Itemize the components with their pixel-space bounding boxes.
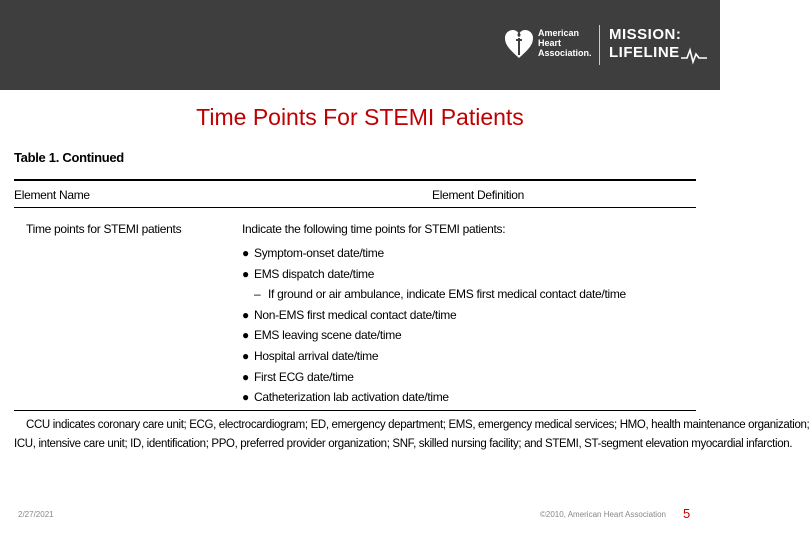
list-item-text: If ground or air ambulance, indicate EMS first medical contact date/time: [268, 287, 626, 302]
row-label: Time points for STEMI patients: [26, 222, 182, 236]
page-number: 5: [683, 506, 691, 521]
bullet-icon: ●: [242, 369, 249, 384]
list-item-text: Non-EMS first medical contact date/time: [254, 307, 457, 322]
slide-title: Time Points For STEMI Patients: [196, 104, 524, 130]
bullet-icon: ●: [242, 246, 249, 260]
logo-divider: [599, 25, 600, 65]
list-item-text: Catheterization lab activation date/time: [254, 390, 449, 405]
header-bar: [0, 0, 720, 90]
list-item-text: EMS leaving scene date/time: [254, 328, 402, 343]
list-item: [242, 305, 626, 326]
column-header-element-name: Element Name: [14, 188, 90, 202]
list-item: [242, 325, 626, 346]
table-caption: Table 1. Continued: [14, 150, 124, 165]
list-item-text: Hospital arrival date/time: [254, 348, 379, 363]
mission-logo-line1: MISSION:: [609, 26, 682, 43]
list-item: [242, 346, 626, 367]
table-top-rule: [14, 179, 696, 181]
table-footnote: [14, 416, 809, 454]
aha-logo-line2: Heart: [538, 38, 562, 48]
footer-copyright: ©2010, American Heart Association: [540, 510, 666, 519]
list-item: [242, 243, 626, 264]
mission-logo-line2: LIFELINE: [609, 44, 680, 61]
time-points-list: [242, 243, 626, 408]
table-header-rule: [14, 207, 696, 208]
dash-icon: –: [254, 287, 261, 302]
definition-intro: Indicate the following time points for STEMI patients:: [242, 222, 506, 236]
list-item: [242, 387, 626, 408]
aha-logo-line3: Association.: [538, 48, 592, 58]
bullet-icon: ●: [242, 328, 249, 343]
list-item-text: EMS dispatch date/time: [254, 266, 375, 281]
table-image: [0, 146, 809, 461]
bullet-icon: ●: [242, 266, 249, 281]
footnote-line2: ICU, intensive care unit; ID, identification; PPO, preferred provider organization; SNF, skilled nursing facility; and STEMI, ST-segment elevation myocardial infarction.: [14, 438, 793, 450]
aha-logo-line1: American: [538, 28, 580, 38]
list-item: [242, 264, 626, 285]
footer-date: 2/27/2021: [18, 510, 54, 519]
list-item: [242, 367, 626, 388]
bullet-icon: ●: [242, 390, 249, 405]
mission-lifeline-logo: [609, 26, 709, 70]
heartbeat-pulse-icon: [681, 46, 707, 64]
list-item-text: Symptom-onset date/time: [254, 246, 384, 260]
american-heart-association-logo: [504, 22, 600, 68]
bullet-icon: ●: [242, 307, 249, 322]
list-item-text: First ECG date/time: [254, 369, 354, 384]
bullet-icon: ●: [242, 348, 249, 363]
column-header-element-definition: Element Definition: [432, 188, 524, 202]
list-subitem: [242, 284, 626, 305]
table-bottom-rule: [14, 410, 696, 411]
footnote-line1: CCU indicates coronary care unit; ECG, electrocardiogram; ED, emergency department; EMS, emergency medical services; HMO, health maintenance organization;: [26, 419, 809, 431]
heart-torch-icon: [504, 28, 534, 60]
